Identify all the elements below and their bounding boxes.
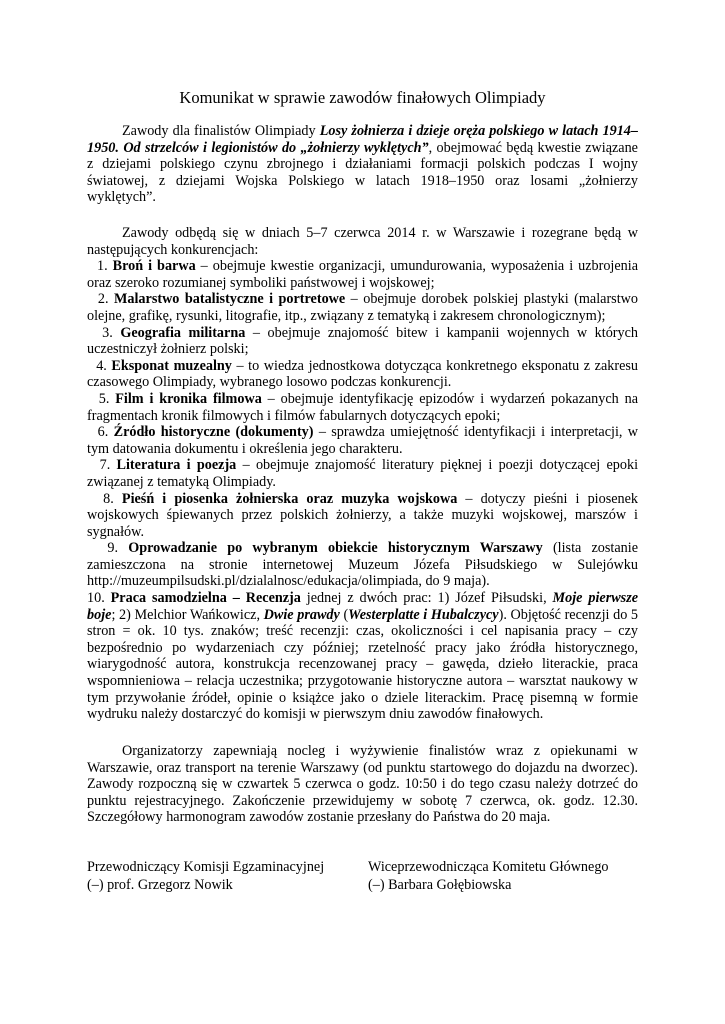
item-number: 6. — [97, 424, 109, 441]
signature-right-title: Wiceprzewodnicząca Komitetu Głównego — [368, 859, 609, 875]
item-description: – obejmuje znajomość literatury pięknej i poezji dotyczącej epoki związanej z tematyką Olimpiady. — [87, 457, 639, 490]
book-subtitle-2: Westerplatte i Hubalczycy — [348, 606, 499, 623]
item-name: Geografia militarna — [120, 324, 246, 341]
item-number: 1. — [97, 258, 108, 275]
competition-item-10 — [87, 590, 638, 723]
closing-text: Organizatorzy zapewniają nocleg i wyżywienie finalistów wraz z opiekunami w Warszawie, oraz transport na terenie Warszawy (od punktu startowego do dojazdu na dworzec). Zawody rozpoczną się w czwartek 5 czerwca o godz. 10:50 i do tego czasu należy dotrzeć do punktu rejestracyjnego. Zakończenie przewidujemy w sobotę 7 czerwca, ok. godz. 12.30. Szczegółowy harmonogram zawodów zostanie przesłany do Państwa do 20 maja. — [87, 743, 638, 826]
competition-item — [87, 358, 638, 391]
schedule-intro — [87, 225, 638, 258]
competitions-section — [87, 225, 638, 723]
item10-text-2: ; 2) Melchior Wańkowicz, — [111, 606, 264, 623]
signature-right-name: (–) Barbara Gołębiowska — [368, 877, 512, 893]
item-description: – obejmuje kwestie organizacji, umundurowania, wyposażenia i uzbrojenia oraz szeroko rozumianej symboliki państwowej i wojskowej; — [87, 258, 639, 291]
intro-text-3: , obejmować będą kwestie związane z dziejami polskiego czynu zbrojnego i działaniami formacji polskich podczas I wojny światowej, z dziejami Wojska Polskiego w latach 1918–1950 oraz losami „żołnierzy wyklętych”. — [87, 139, 638, 206]
item-description: – dotyczy pieśni i piosenek wojskowych śpiewanych przez polskich żołnierzy, a także muzyki wojskowej, marszów i sygnałów. — [87, 490, 639, 540]
item-description: – sprawdza umiejętność identyfikacji i interpretacji, w tym datowania dokumentu i określenia jego charakteru. — [87, 424, 639, 457]
item-description: – obejmuje dorobek polskiej plastyki (malarstwo olejne, grafikę, rysunki, litografie, itp., związany z tematyką i zakresem chronologicznym); — [87, 291, 638, 324]
item-description: – obejmuje znajomość bitew i kampanii wojennych w których uczestniczył żołnierz polski; — [87, 324, 639, 358]
item-number: 7. — [99, 457, 111, 474]
signature-left — [87, 858, 324, 894]
item-number: 10. — [87, 590, 105, 607]
item-name: Broń i barwa — [112, 258, 196, 275]
competition-item — [87, 258, 638, 291]
item10-text-3: ( — [339, 606, 349, 623]
item-number: 3. — [102, 324, 113, 341]
closing-paragraph — [87, 743, 638, 826]
competition-item — [87, 540, 638, 590]
item-number: 4. — [96, 357, 107, 374]
intro-paragraph — [87, 123, 638, 206]
book-title-2: Dwie prawdy — [263, 606, 340, 623]
intro-text-1: Zawody dla finalistów Olimpiady — [122, 123, 320, 139]
item10-text-4: ). Objętość recenzji do 5 stron = ok. 10 tys. znaków; treść recenzji: czas, okoliczności i cel napisania pracy – czy bezpośrednio po wydarzeniach czy później; rzetelność pracy jako źródła historycznego, wiarygodność autora, konstrukcja recenzowanej pracy – gawęda, dzieło literackie, praca wspomnieniowa – relacja uczestnika; przygotowanie historyczne autora – warsztat naukowy w tym przywołanie źródeł, opinie o książce jako o dziele literackim. Pracę pisemną w formie wydruku należy dostarczyć do komisji w pierwszym dniu zawodów finałowych. — [87, 606, 639, 723]
book-title-1: Moje pierwsze boje — [87, 590, 639, 623]
schedule-intro-text: Zawody odbędą się w dniach 5–7 czerwca 2014 r. w Warszawie i rozegrane będą w następujących konkurencjach: — [87, 225, 638, 258]
signature-left-title: Przewodniczący Komisji Egzaminacyjnej — [87, 859, 325, 875]
item-name: Malarstwo batalistyczne i portretowe — [114, 291, 346, 308]
item-name: Pieśń i piosenka żołnierska oraz muzyka wojskowa — [121, 490, 458, 507]
edition-name: Od strzelców i legionistów do „żołnierzy wyklętych” — [123, 139, 429, 156]
item-name: Film i kronika filmowa — [115, 390, 262, 407]
competition-item — [87, 424, 638, 457]
item-number: 2. — [97, 291, 109, 308]
item-description: (lista zostanie zamieszczona na stronie internetowej Muzeum Józefa Piłsudskiego w Sulejówku http://muzeumpilsudski.pl/dzialalnosc/edukacja/olimpiada, do 9 maja). — [87, 540, 638, 590]
item-name: Oprowadzanie po wybranym obiekcie historycznym Warszawy — [128, 540, 543, 557]
intro-text-2: . — [115, 139, 124, 156]
olympiad-name: Losy żołnierza i dzieje oręża polskiego w latach 1914–1950 — [87, 123, 638, 156]
item-name: Praca samodzielna – Recenzja — [110, 590, 301, 607]
item-name: Literatura i poezja — [116, 457, 237, 474]
item-name: Eksponat muzealny — [111, 357, 232, 374]
competition-item — [87, 325, 638, 358]
item-name: Źródło historyczne (dokumenty) — [113, 424, 314, 441]
competition-item — [87, 291, 638, 324]
item-number: 5. — [98, 390, 110, 407]
item-number: 9. — [107, 540, 119, 557]
competition-item — [87, 391, 638, 424]
competition-item — [87, 491, 638, 541]
item-description: – to wiedza jednostkowa dotycząca konkretnego eksponatu z zakresu czasowego Olimpiady, wybranego losowo podczas konkurencji. — [87, 357, 639, 391]
competition-item — [87, 457, 638, 490]
item10-text-1: jednej z dwóch prac: 1) Józef Piłsudski, — [300, 590, 553, 607]
signature-left-name: (–) prof. Grzegorz Nowik — [87, 877, 233, 893]
document-title: Komunikat w sprawie zawodów finałowych Olimpiady — [179, 88, 546, 107]
signature-right — [368, 858, 609, 894]
item-number: 8. — [103, 490, 114, 507]
item-description: – obejmuje identyfikację epizodów i wydarzeń pokazanych na fragmentach kronik filmowych i filmów fabularnych dotyczących epoki; — [87, 390, 639, 424]
